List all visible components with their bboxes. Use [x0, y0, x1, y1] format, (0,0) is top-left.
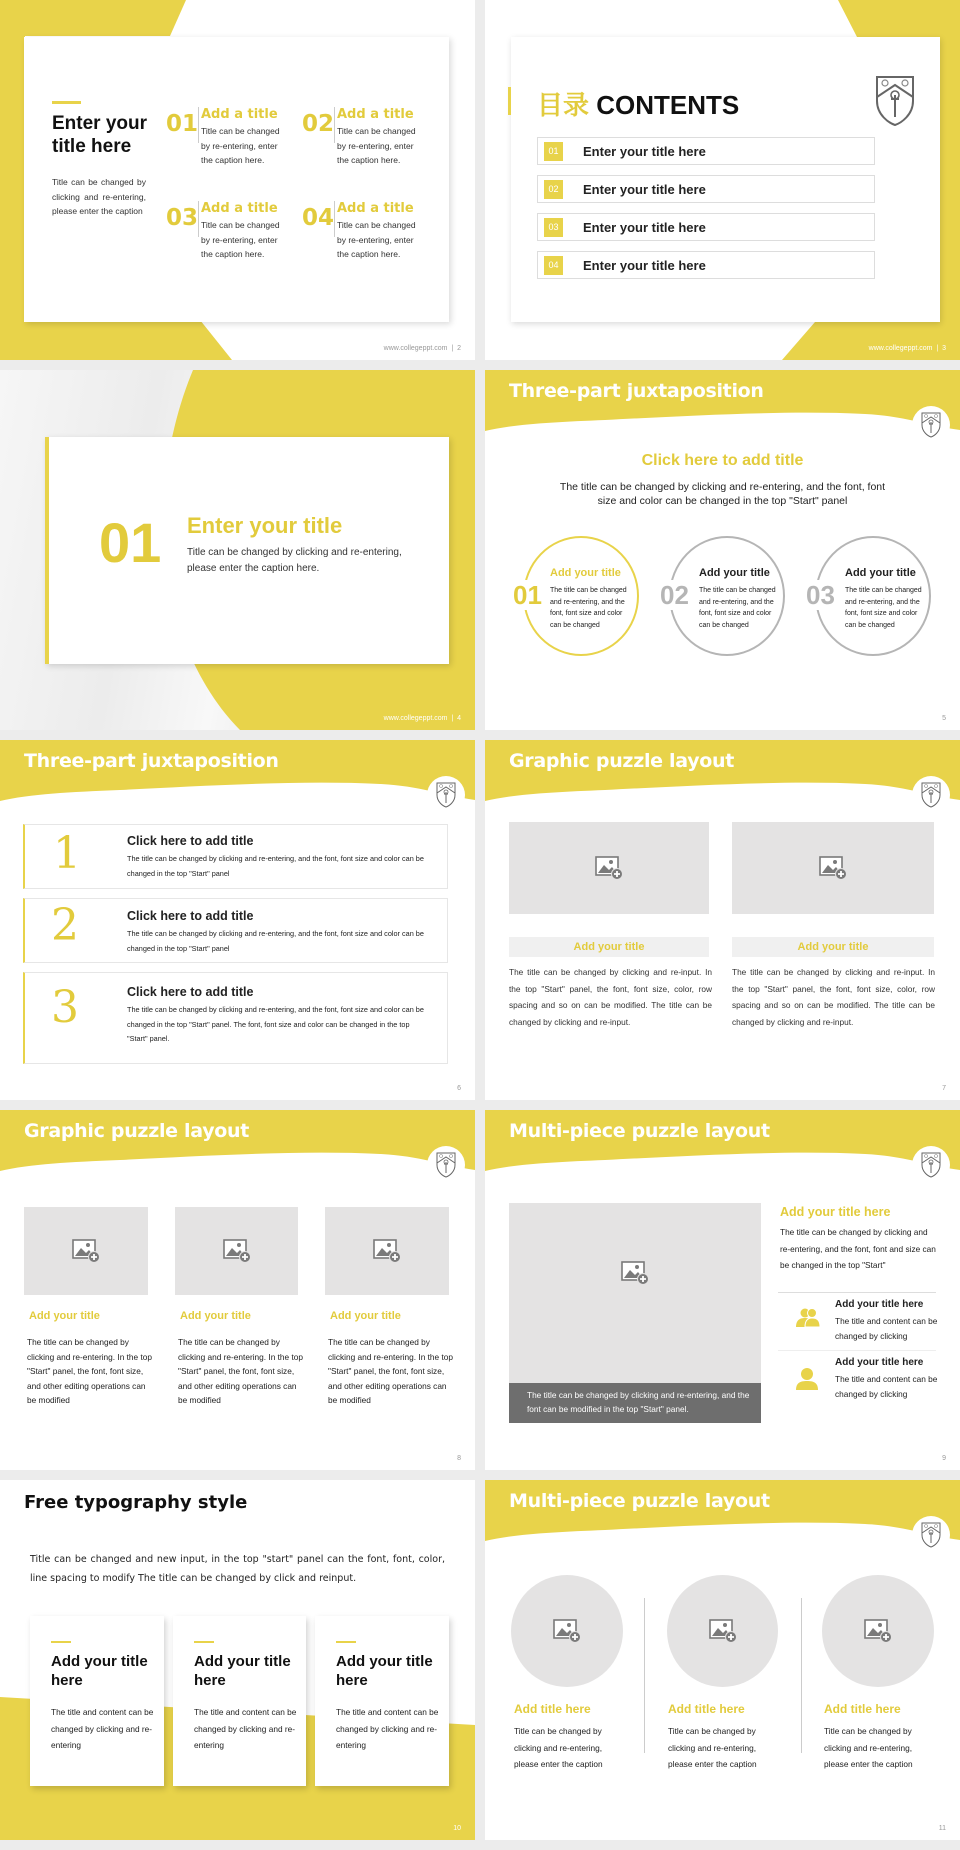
item-text: Title can be changed by re-entering, enter the caption here.: [201, 126, 280, 165]
slide-caption: Title can be changed by clicking and re-entering, please enter the caption: [52, 177, 146, 216]
divider: [644, 1598, 645, 1753]
page-number: 4: [457, 715, 461, 722]
content-card: [24, 37, 449, 322]
image-placeholder[interactable]: [511, 1575, 623, 1687]
item-number: 04: [302, 205, 335, 231]
add-image-icon: [595, 856, 623, 880]
slide-header-title: Three-part juxtaposition: [509, 380, 764, 402]
card[interactable]: [30, 1616, 164, 1786]
divider: [198, 107, 199, 143]
item-title: Add a title: [201, 107, 278, 122]
slide-5[interactable]: [485, 370, 960, 730]
item-number: 1: [53, 828, 81, 879]
slide-4[interactable]: [0, 370, 475, 730]
item-title: Add your title: [550, 567, 621, 579]
item-number: 04: [544, 256, 563, 275]
divider: [198, 201, 199, 237]
item-number: 2: [51, 900, 79, 951]
page-number: 3: [942, 345, 946, 352]
slide-6[interactable]: [0, 740, 475, 1100]
item-number: 01: [166, 111, 199, 137]
item-title: Add a title: [337, 201, 414, 216]
item-text: The title can be changed by clicking and re-entering, and the font, font size and color can be changed in the top "Start" panel: [127, 929, 424, 953]
image-placeholder[interactable]: [732, 822, 934, 914]
slide-9[interactable]: [485, 1110, 960, 1470]
item-title: Add your title: [330, 1310, 401, 1322]
card-text: The title and content can be changed by clicking and re-entering: [336, 1707, 439, 1750]
main-text: The title can be changed by clicking and re-entering, and the font, font and size can be changed in the top "Start": [780, 1227, 936, 1270]
divider: [334, 107, 335, 143]
item-title: Click here to add title: [127, 985, 254, 999]
list-item[interactable]: [23, 972, 448, 1064]
item-title: Add your title: [732, 937, 934, 957]
image-caption: The title can be changed by clicking and re-entering, and the font can be modified in the top "Start" panel.: [509, 1383, 761, 1423]
slide-heading: Enter your title here: [52, 113, 148, 157]
item-03: [166, 201, 296, 271]
add-image-icon: [709, 1619, 737, 1643]
add-image-icon: [373, 1239, 401, 1263]
item-title: Add your title: [509, 937, 709, 957]
item-text: Title can be changed by re-entering, enter the caption here.: [337, 220, 416, 259]
footer-url: www.collegeppt.com: [383, 345, 448, 352]
item-text: The title can be changed by clicking and re-entering. In the top "Start" panel, the font, font size, and other editing operations can be modified: [328, 1337, 453, 1405]
page-number: 7: [942, 1085, 946, 1092]
content-card: [511, 37, 940, 322]
slide-8[interactable]: [0, 1110, 475, 1470]
intro-text: Title can be changed and new input, in the top "start" panel can the font, font, color, line spacing to modify The title can be changed by click and reinput.: [30, 1554, 445, 1584]
item-label: Enter your title here: [583, 181, 706, 197]
item-text: The title and content can be changed by clicking: [835, 1374, 938, 1399]
item-number: 01: [513, 580, 542, 610]
item-text: Title can be changed by re-entering, enter the caption here.: [201, 220, 280, 259]
logo-badge: [912, 1516, 950, 1554]
item-number: 01: [544, 142, 563, 161]
add-image-icon: [864, 1619, 892, 1643]
divider: [778, 1350, 936, 1351]
list-item[interactable]: [23, 824, 448, 889]
item-text: The title can be changed by clicking and re-input. In the top "Start" panel, the font, font size, color, row spacing and so on can be modified. The title can be changed by clicking and re-input.: [732, 967, 935, 1027]
card[interactable]: [315, 1616, 449, 1786]
page-number: 2: [457, 345, 461, 352]
item-04: [302, 201, 432, 271]
item-text: The title can be changed by clicking and re-entering. In the top "Start" panel, the font, font size, and other editing operations can be modified: [178, 1337, 303, 1405]
main-title: Click here to add title: [641, 452, 804, 469]
slide-header-title: Graphic puzzle layout: [509, 750, 735, 772]
page-number: 5: [942, 715, 946, 722]
item-number: 02: [660, 580, 689, 610]
item-text: The title can be changed by clicking and re-entering, and the font, font size and color can be changed in the top "Start" panel. The font, font size and color can be changed in the top "Start" panel.: [127, 1005, 424, 1043]
card-text: The title and content can be changed by clicking and re-entering: [194, 1707, 297, 1750]
add-image-icon: [621, 1261, 649, 1285]
slide-11[interactable]: [485, 1480, 960, 1840]
section-number: 01: [99, 511, 162, 574]
slide-header-title: Graphic puzzle layout: [24, 1120, 250, 1142]
crest-logo-icon: [921, 412, 941, 438]
title-cn: 目录: [537, 90, 590, 120]
item-number: 02: [302, 111, 335, 137]
item-01: [166, 107, 296, 177]
item-text: Title can be changed by re-entering, enter the caption here.: [337, 126, 416, 165]
image-placeholder[interactable]: [509, 822, 709, 914]
slide-header-title: Free typography style: [24, 1492, 248, 1513]
image-placeholder[interactable]: [667, 1575, 778, 1687]
page-number: 11: [938, 1825, 946, 1832]
slide-footer: www.collegeppt.com | 3: [868, 345, 946, 352]
card[interactable]: [173, 1616, 306, 1786]
image-placeholder[interactable]: [325, 1207, 449, 1295]
logo-badge: [912, 1146, 950, 1184]
slide-header-title: Multi-piece puzzle layout: [509, 1120, 770, 1142]
add-image-icon: [72, 1239, 100, 1263]
card-title: Add your title here: [336, 1653, 433, 1689]
crest-logo-icon: [436, 1152, 456, 1178]
crest-logo-icon: [436, 782, 456, 808]
divider: [801, 1598, 802, 1753]
accent-bar: [508, 87, 511, 115]
section-title: Enter your title: [187, 513, 343, 538]
image-placeholder[interactable]: [509, 1203, 761, 1383]
item-title: Add your title: [845, 567, 916, 579]
footer-url: www.collegeppt.com: [868, 345, 933, 352]
slide-2[interactable]: [0, 0, 475, 360]
item-title: Add a title: [201, 201, 278, 216]
title-en: CONTENTS: [596, 90, 740, 120]
logo-badge: [427, 776, 465, 814]
item-text: The title can be changed and re-entering, and the font, font size and color can be changed: [550, 587, 627, 629]
item-number: 3: [51, 982, 79, 1033]
slide-footer: www.collegeppt.com | 4: [383, 715, 461, 722]
slide-3[interactable]: [485, 0, 960, 360]
item-title: Add a title: [337, 107, 414, 122]
crest-logo-icon: [921, 1522, 941, 1548]
item-label: Enter your title here: [583, 143, 706, 159]
slide-header-title: Three-part juxtaposition: [24, 750, 279, 772]
contents-item[interactable]: [537, 251, 875, 279]
list-item[interactable]: [23, 898, 448, 963]
item-title: Click here to add title: [127, 834, 254, 848]
card-title: Add your title here: [51, 1653, 148, 1689]
page-number: 8: [457, 1455, 461, 1462]
page-number: 6: [457, 1085, 461, 1092]
card-text: The title and content can be changed by clicking and re-entering: [51, 1707, 154, 1750]
item-label: Enter your title here: [583, 219, 706, 235]
accent-bar: [194, 1641, 214, 1643]
contents-list: [537, 137, 875, 279]
logo-badge: [912, 776, 950, 814]
item-text: The title can be changed and re-entering, and the font, font size and color can be changed: [845, 587, 922, 629]
card-title: Add your title here: [194, 1653, 291, 1689]
add-image-icon: [819, 856, 847, 880]
crest-logo-icon: [921, 1152, 941, 1178]
divider: [778, 1292, 936, 1293]
item-title: Add title here: [824, 1702, 901, 1716]
item-number: 02: [544, 180, 563, 199]
item-number: 03: [166, 205, 199, 231]
contents-item[interactable]: [537, 213, 875, 241]
user-icon: [796, 1367, 818, 1391]
slide-7[interactable]: [485, 740, 960, 1100]
logo-badge: [427, 1146, 465, 1184]
item-02: [302, 107, 432, 177]
item-text: The title can be changed by clicking and re-entering, and the font, font size and color can be changed in the top "Start" panel: [127, 854, 424, 878]
item-title: Add your title: [180, 1310, 251, 1322]
item-label: Enter your title here: [583, 257, 706, 273]
users-icon: [796, 1308, 821, 1328]
item-text: The title and content can be changed by clicking: [835, 1316, 938, 1341]
add-image-icon: [553, 1619, 581, 1643]
slide-footer: www.collegeppt.com | 2: [383, 345, 461, 352]
item-text: Title can be changed by clicking and re-entering, please enter the caption: [514, 1726, 603, 1769]
page-number: 10: [453, 1825, 461, 1832]
item-number: 03: [806, 580, 835, 610]
item-title: Add title here: [514, 1702, 591, 1716]
divider: [334, 201, 335, 237]
item-text: The title can be changed by clicking and re-entering. In the top "Start" panel, the font, font size, and other editing operations can be modified: [27, 1337, 152, 1405]
item-title: Add title here: [668, 1702, 745, 1716]
item-text: Title can be changed by clicking and re-entering, please enter the caption: [824, 1726, 913, 1769]
contents-item[interactable]: [537, 175, 875, 203]
crest-logo-icon: [921, 782, 941, 808]
slide-header-title: Multi-piece puzzle layout: [509, 1490, 770, 1512]
item-text: The title can be changed and re-entering, and the font, font size and color can be changed: [699, 587, 776, 629]
item-title: Add your title: [699, 567, 770, 579]
image-placeholder[interactable]: [24, 1207, 148, 1295]
contents-item[interactable]: [537, 137, 875, 165]
main-title: Add your title here: [780, 1205, 891, 1219]
add-image-icon: [223, 1239, 251, 1263]
item-title: Add your title: [29, 1310, 100, 1322]
image-placeholder[interactable]: [822, 1575, 934, 1687]
section-card: [45, 437, 449, 664]
section-caption: Title can be changed by clicking and re-entering, please enter the caption here.: [187, 547, 402, 574]
item-title: Click here to add title: [127, 909, 254, 923]
item-title: Add your title here: [835, 1299, 924, 1310]
item-number: 03: [544, 218, 563, 237]
logo-badge: [912, 406, 950, 444]
footer-url: www.collegeppt.com: [383, 715, 448, 722]
contents-title: [537, 85, 739, 122]
accent-bar: [51, 1641, 71, 1643]
item-title: Add your title here: [835, 1357, 924, 1368]
image-placeholder[interactable]: [175, 1207, 298, 1295]
item-text: Title can be changed by clicking and re-entering, please enter the caption: [668, 1726, 757, 1769]
crest-logo-icon: [874, 75, 916, 127]
page-number: 9: [942, 1455, 946, 1462]
accent-bar: [336, 1641, 356, 1643]
main-subtitle: The title can be changed by clicking and re-entering, and the font, font size and color can be changed in the top "Start" panel: [559, 481, 886, 507]
item-text: The title can be changed by clicking and re-input. In the top "Start" panel, the font, font size, color, row spacing and so on can be modified. The title can be changed by clicking and re-input.: [509, 967, 712, 1027]
accent-bar: [52, 101, 81, 104]
slide-10[interactable]: [0, 1480, 475, 1840]
